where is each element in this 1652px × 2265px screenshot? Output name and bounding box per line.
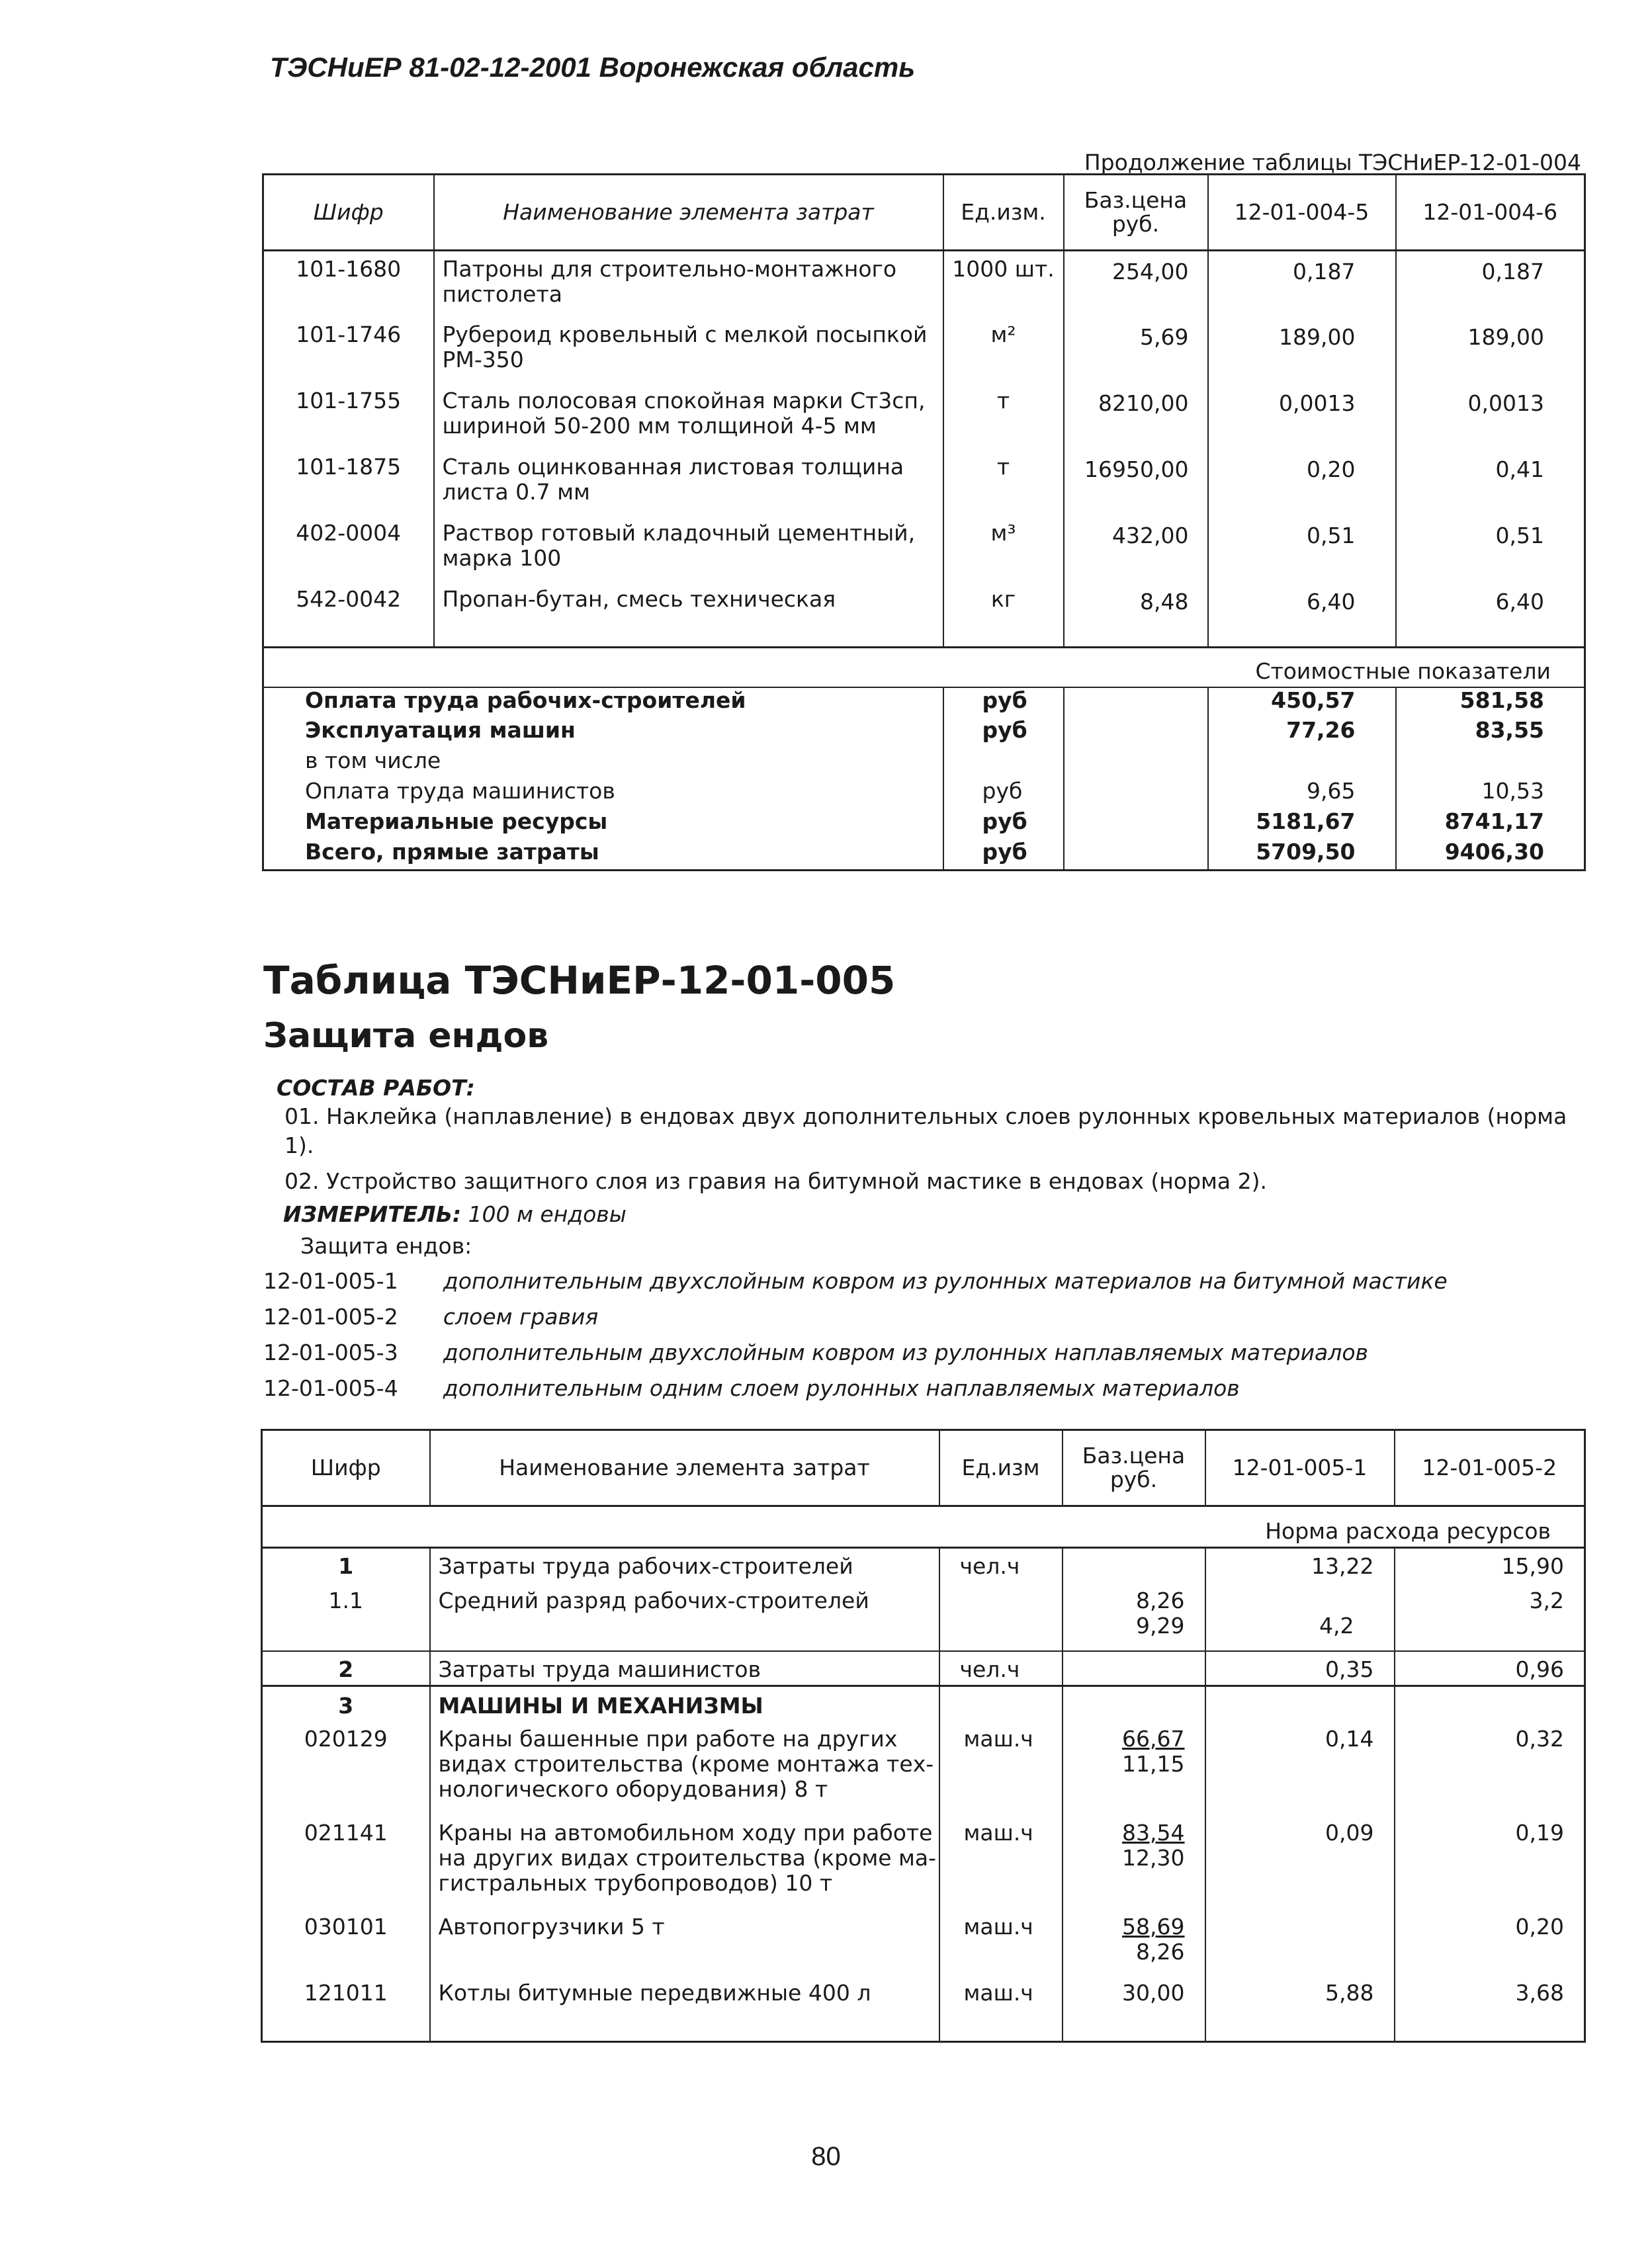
row-norm-2: 0,32	[1395, 1721, 1585, 1815]
cost-value-2: 8741,17	[1396, 809, 1585, 839]
row-norm-2: 3,68	[1395, 1975, 1585, 2041]
row-name	[430, 1721, 939, 1815]
row-price: 254,00	[1064, 251, 1208, 317]
row-name-line-1: Краны на автомобильном ходу при работе	[438, 1820, 933, 1846]
cost-value-2: 10,53	[1396, 779, 1585, 809]
price-2: 9,29	[1136, 1613, 1185, 1639]
code-item	[263, 1340, 1652, 1376]
table-continuation-caption: Продолжение таблицы ТЭСНиЕР-12-01-004	[1084, 150, 1581, 175]
row-price	[1063, 1651, 1205, 1686]
col-header-unit: Ед.изм.	[943, 175, 1064, 251]
table-row	[262, 1582, 1585, 1651]
norm-code: 12-01-005-3	[263, 1340, 398, 1365]
cost-price	[1064, 839, 1208, 870]
cost-unit: руб	[943, 809, 1064, 839]
price-2: 11,15	[1122, 1751, 1185, 1777]
cost-header-row	[263, 648, 1585, 688]
cost-value-1: 77,26	[1208, 718, 1396, 748]
cost-label: Материальные ресурсы	[305, 808, 608, 834]
cost-label: Оплата труда рабочих-строителей	[305, 687, 746, 713]
group-label: Защита ендов:	[300, 1233, 472, 1259]
row-norm-1: 5,88	[1205, 1975, 1395, 2041]
material-rows	[263, 251, 1585, 648]
row-name: Средний разряд рабочих-строителей	[430, 1582, 939, 1651]
cost-header: Стоимостные показатели	[263, 648, 1585, 688]
row-unit: чел.ч	[939, 1548, 1063, 1582]
row-price: 432,00	[1064, 515, 1208, 581]
row-code: 021141	[304, 1820, 388, 1846]
row-name-line-3: гистральных трубопроводов) 10 т	[438, 1870, 833, 1896]
t2-col-header-norm-1: 12-01-005-1	[1205, 1430, 1395, 1506]
cost-value-1	[1208, 748, 1396, 779]
cost-price	[1064, 718, 1208, 748]
col-header-price: Баз.цена руб.	[1064, 175, 1208, 251]
row-unit: м³	[943, 515, 1064, 581]
price-1: 66,67	[1122, 1726, 1185, 1752]
price-2: 12,30	[1122, 1845, 1185, 1871]
row-name-line-2: на других видах строительства (кроме ма-	[438, 1845, 937, 1871]
row-norm-1: 0,51	[1208, 515, 1396, 581]
row-price: 8,48	[1064, 581, 1208, 648]
section-title: Таблица ТЭСНиЕР-12-01-005	[263, 958, 896, 1003]
row-norm-1: 0,20	[1208, 449, 1396, 515]
t2-col-header-code: Шифр	[262, 1430, 430, 1506]
table-row	[262, 1651, 1585, 1686]
cost-value-1: 450,57	[1208, 687, 1396, 718]
row-name-line-3: нологического оборудования) 8 т	[438, 1776, 828, 1802]
row-code: 020129	[304, 1726, 388, 1752]
row-code: 101-1746	[296, 321, 402, 347]
row-name	[434, 251, 943, 317]
row-code: 030101	[304, 1914, 388, 1940]
row-name-line-2: шириной 50-200 мм толщиной 4-5 мм	[442, 412, 877, 439]
row-name	[434, 515, 943, 581]
row-price	[1063, 1548, 1205, 1582]
table-row	[262, 1548, 1585, 1582]
row-unit: маш.ч	[939, 1721, 1063, 1815]
row-price	[1063, 1721, 1205, 1815]
section-subtitle: Защита ендов	[263, 1016, 549, 1056]
row-name-line-2: марка 100	[442, 544, 562, 571]
row-unit	[939, 1582, 1063, 1651]
machine-rows	[262, 1721, 1585, 2041]
row-name	[434, 449, 943, 515]
cost-unit: руб	[943, 718, 1064, 748]
norm-header-row	[262, 1506, 1585, 1548]
row-code: 402-0004	[296, 519, 402, 546]
t2-col-header-name: Наименование элемента затрат	[430, 1430, 939, 1506]
row-unit: маш.ч	[939, 1975, 1063, 2041]
row-norm-1: 6,40	[1208, 581, 1396, 648]
row-norm-2: 0,0013	[1396, 383, 1585, 449]
row-norm-2: 6,40	[1396, 581, 1585, 648]
norm-description: дополнительным двухслойным ковром из рулонных наплавляемых материалов	[443, 1340, 1368, 1365]
table-row	[263, 383, 1585, 449]
row-code: 542-0042	[296, 585, 402, 612]
t2-col-header-price: Баз.цена руб.	[1063, 1430, 1205, 1506]
row-price	[1063, 1909, 1205, 1975]
norm-code: 12-01-005-4	[263, 1375, 398, 1401]
page-number: 80	[811, 2142, 841, 2171]
izmeritel	[283, 1201, 627, 1227]
row-name-line-1: Сталь полосовая спокойная марки Ст3сп,	[442, 387, 926, 413]
row-name-line-1: Рубероид кровельный с мелкой посыпкой	[442, 321, 928, 347]
row-norm-2: 0,19	[1395, 1815, 1585, 1909]
row-name	[430, 1909, 939, 1975]
cost-price	[1064, 687, 1208, 718]
row-name-line-2: РМ-350	[442, 346, 524, 372]
sostav-label: СОСТАВ РАБОТ:	[277, 1075, 475, 1101]
row-code: 101-1680	[296, 256, 402, 282]
table-row	[262, 1721, 1585, 1815]
row-norm-1: 0,14	[1205, 1721, 1395, 1815]
row-name-line-1: Пропан-бутан, смесь техническая	[442, 585, 836, 612]
row-code: 2	[338, 1656, 354, 1682]
resource-table-004	[262, 173, 1586, 871]
norm-description: дополнительным двухслойным ковром из рулонных материалов на битумной мастике	[443, 1268, 1448, 1294]
row-unit: маш.ч	[939, 1815, 1063, 1909]
cost-value-2: 83,55	[1396, 718, 1585, 748]
row-norm-2: 189,00	[1396, 317, 1585, 383]
row-price: 5,69	[1064, 317, 1208, 383]
row-norm-1	[1205, 1909, 1395, 1975]
row-name-line-2: листа 0.7 мм	[442, 478, 590, 505]
cost-price	[1064, 748, 1208, 779]
table-row	[263, 317, 1585, 383]
cost-rows	[263, 687, 1585, 870]
table-row	[262, 1909, 1585, 1975]
table-row	[263, 251, 1585, 317]
table-row	[263, 449, 1585, 515]
col-header-name: Наименование элемента затрат	[434, 175, 943, 251]
izmeritel-value: 100 м ендовы	[468, 1201, 627, 1227]
table-row	[262, 1975, 1585, 2041]
row-code: 1	[338, 1553, 354, 1579]
row-norm-1: 189,00	[1208, 317, 1396, 383]
norm-code-list	[263, 1269, 1652, 1412]
norm-code: 12-01-005-2	[263, 1304, 398, 1330]
row-norm-1: 4,2	[1205, 1582, 1395, 1651]
cost-row	[263, 839, 1585, 870]
row-name-line-2: пистолета	[442, 281, 562, 307]
cost-label: в том числе	[305, 748, 441, 773]
row-code: 101-1875	[296, 453, 402, 480]
cost-row	[263, 687, 1585, 718]
table2-header-row	[262, 1430, 1585, 1506]
cost-value-2	[1396, 748, 1585, 779]
norm-description: слоем гравия	[443, 1304, 599, 1330]
t2-col-header-norm-2: 12-01-005-2	[1395, 1430, 1585, 1506]
work-item-1-cont: 1).	[284, 1132, 314, 1158]
price-1: 8,26	[1136, 1588, 1185, 1613]
row-price	[1063, 1582, 1205, 1651]
row-code: 1.1	[328, 1588, 363, 1613]
cost-value-1: 5709,50	[1208, 839, 1396, 870]
row-price: 8210,00	[1064, 383, 1208, 449]
row-norm-2: 0,96	[1395, 1651, 1585, 1686]
row-name: МАШИНЫ И МЕХАНИЗМЫ	[430, 1686, 939, 1722]
izmeritel-label: ИЗМЕРИТЕЛЬ:	[283, 1201, 462, 1227]
row-name-line-1: Сталь оцинкованная листовая толщина	[442, 453, 904, 480]
work-item-2: 02. Устройство защитного слоя из гравия на битумной мастике в ендовах (норма 2).	[284, 1168, 1267, 1194]
table-row	[262, 1815, 1585, 1909]
price-2: 8,26	[1136, 1939, 1185, 1965]
cost-label: Всего, прямые затраты	[305, 839, 599, 865]
row-name-line-1: Котлы битумные передвижные 400 л	[438, 1980, 871, 2006]
row-name	[430, 1815, 939, 1909]
table-header-row	[263, 175, 1585, 251]
col-header-norm-2: 12-01-004-6	[1396, 175, 1585, 251]
cost-label: Оплата труда машинистов	[305, 778, 615, 804]
row-norm-1: 0,187	[1208, 251, 1396, 317]
row-norm-2: 0,51	[1396, 515, 1585, 581]
row-name: Затраты труда машинистов	[430, 1651, 939, 1686]
work-item-1: 01. Наклейка (наплавление) в ендовах двух дополнительных слоев рулонных кровельных материалов (норма	[284, 1103, 1567, 1129]
row-unit: м²	[943, 317, 1064, 383]
row-norm-1: 0,0013	[1208, 383, 1396, 449]
norm-header: Норма расхода ресурсов	[262, 1506, 1585, 1548]
row-norm-2: 0,20	[1395, 1909, 1585, 1975]
row-norm-2: 15,90	[1395, 1548, 1585, 1582]
row-price: 16950,00	[1064, 449, 1208, 515]
cost-value-1: 9,65	[1208, 779, 1396, 809]
row-name	[434, 317, 943, 383]
row-name-line-1: Раствор готовый кладочный цементный,	[442, 519, 916, 546]
cost-value-1: 5181,67	[1208, 809, 1396, 839]
price-1: 83,54	[1122, 1820, 1185, 1846]
resource-table-005	[261, 1429, 1586, 2043]
row-price	[1063, 1815, 1205, 1909]
row-unit: т	[943, 449, 1064, 515]
norm-code: 12-01-005-1	[263, 1268, 398, 1294]
row-code: 101-1755	[296, 387, 402, 413]
row-unit: чел.ч	[939, 1651, 1063, 1686]
row-unit: т	[943, 383, 1064, 449]
code-item	[263, 1304, 1652, 1340]
col-header-code: Шифр	[263, 175, 434, 251]
row-norm-1: 13,22	[1205, 1548, 1395, 1582]
row-code: 3	[338, 1693, 354, 1719]
row-norm-2: 0,187	[1396, 251, 1585, 317]
cost-price	[1064, 809, 1208, 839]
cost-row	[263, 809, 1585, 839]
row-name	[434, 383, 943, 449]
code-item	[263, 1376, 1652, 1412]
code-item	[263, 1269, 1652, 1304]
row-name-line-2: видах строительства (кроме монтажа тех-	[438, 1751, 934, 1777]
cost-row	[263, 779, 1585, 809]
row-name: Затраты труда рабочих-строителей	[430, 1548, 939, 1582]
row-norm-1: 0,09	[1205, 1815, 1395, 1909]
cost-value-2: 9406,30	[1396, 839, 1585, 870]
row-unit: кг	[943, 581, 1064, 648]
page-header: ТЭСНиЕР 81-02-12-2001 Воронежская область	[270, 52, 916, 83]
row-price	[1063, 1975, 1205, 2041]
cost-price	[1064, 779, 1208, 809]
cost-row	[263, 748, 1585, 779]
row-name	[430, 1975, 939, 2041]
cost-unit: руб	[943, 779, 1064, 809]
row-name-line-1: Патроны для строительно-монтажного	[442, 256, 897, 282]
cost-row	[263, 718, 1585, 748]
row-name	[434, 581, 943, 648]
cost-unit	[943, 748, 1064, 779]
price-1: 58,69	[1122, 1914, 1185, 1940]
norm-description: дополнительным одним слоем рулонных наплавляемых материалов	[443, 1375, 1240, 1401]
row-norm-2: 0,41	[1396, 449, 1585, 515]
table-row	[262, 1686, 1585, 1722]
row-name-line-1: Краны башенные при работе на других	[438, 1726, 898, 1752]
cost-unit: руб	[943, 839, 1064, 870]
t2-col-header-unit: Ед.изм	[939, 1430, 1063, 1506]
table-row	[263, 581, 1585, 648]
row-code: 121011	[304, 1980, 388, 2006]
cost-value-2: 581,58	[1396, 687, 1585, 718]
row-norm-2: 3,2	[1395, 1582, 1585, 1651]
cost-unit: руб	[943, 687, 1064, 718]
price-1: 30,00	[1122, 1980, 1185, 2006]
row-unit: маш.ч	[939, 1909, 1063, 1975]
cost-label: Эксплуатация машин	[305, 717, 576, 743]
row-norm-1: 0,35	[1205, 1651, 1395, 1686]
table-row	[263, 515, 1585, 581]
col-header-norm-1: 12-01-004-5	[1208, 175, 1396, 251]
row-name-line-1: Автопогрузчики 5 т	[438, 1914, 665, 1940]
row-unit: 1000 шт.	[943, 251, 1064, 317]
